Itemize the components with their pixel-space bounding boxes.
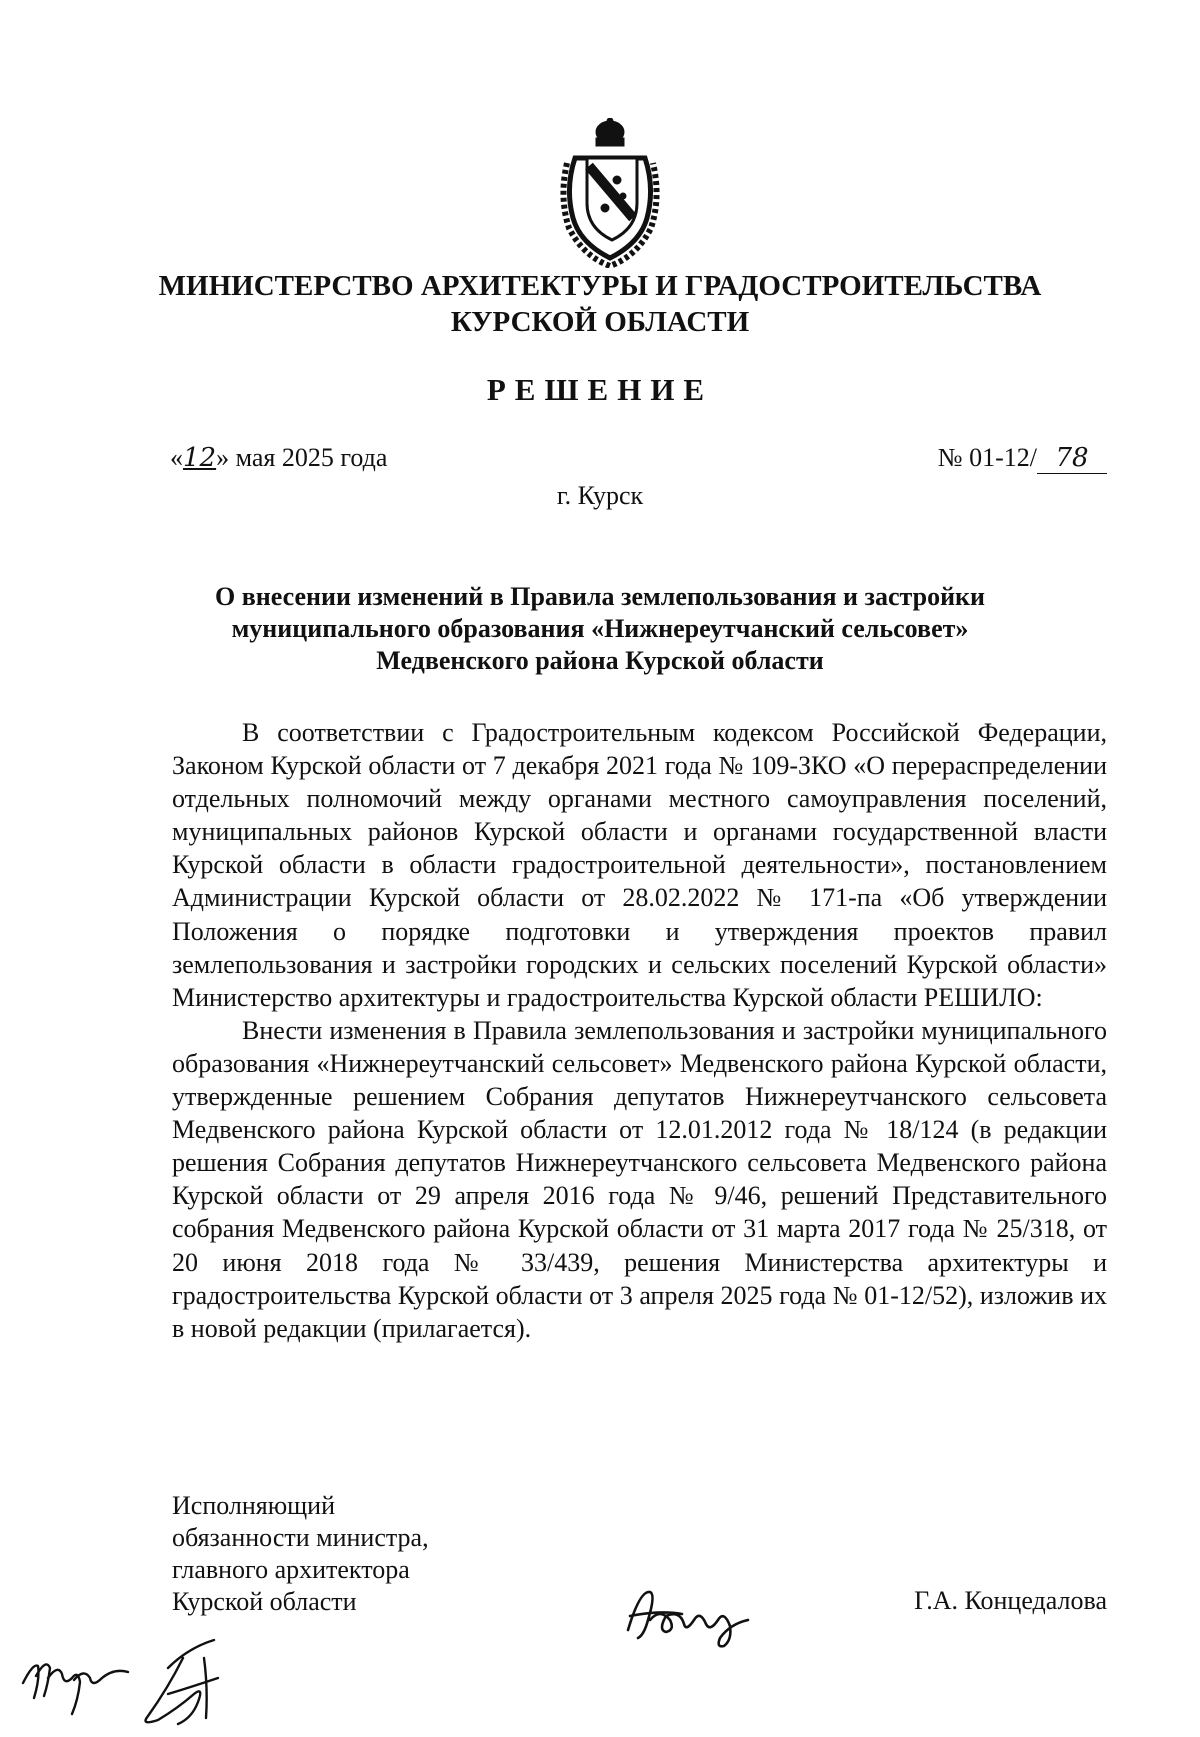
kursk-region-coat-of-arms-icon [555, 118, 665, 268]
body-paragraph-1: В соответствии с Градостроительным кодексом Российской Федерации, Законом Курской области от 7 декабря 2021 года № 109-ЗКО «О перераспределении отдельных полномочий между органами местного самоуправления поселений, муниципальных районов Курской области и органами государственной власти Курской области в области градостроительной деятельности», постановлением Администрации Курской области от 28.02.2022 № 171-па «Об утверждении Положения о порядке подготовки и утверждения проектов правил землепользования и застройки городских и сельских поселений Курской области» Министерство архитектуры и градостроительства Курской области РЕШИЛО: [172, 718, 1107, 1012]
subject-line3: Медвенского района Курской области [376, 646, 824, 675]
ministry-title-line2: КУРСКОЙ ОБЛАСТИ [450, 306, 750, 338]
signatory-title-line1: Исполняющий [172, 1491, 336, 1520]
date-rest: » мая 2025 года [216, 443, 388, 472]
document-subject [0, 581, 1200, 677]
ministry-title [0, 268, 1200, 340]
document-body [172, 716, 1107, 1345]
document-number [938, 443, 1107, 474]
approval-initials [18, 1628, 248, 1733]
body-paragraph-2: Внести изменения в Правила землепользования и застройки муниципального образования «Нижнереутчанский сельсовет» Медвенского района Курской области, утвержденные решением Собрания депутатов Нижнереутчанского сельсовета Медвенского района Курской области от 12.01.2012 года № 18/124 (в редакции решения Собрания депутатов Нижнереутчанского сельсовета Медвенского района Курской области от 29 апреля 2016 года № 9/46, решений Представительного собрания Медвенского района Курской области от 31 марта 2017 года № 25/318, от 20 июня 2018 года № 33/439, решения Министерства архитектуры и градостроительства Курской области от 3 апреля 2025 года № 01-12/52), изложив их в новой редакции (прилагается). [172, 1015, 1107, 1343]
document-city: г. Курск [556, 481, 644, 510]
number-prefix: № 01-12/ [937, 443, 1037, 472]
subject-line1: О внесении изменений в Правила землепользования и застройки [214, 582, 986, 611]
date-open-quote: « [170, 443, 183, 472]
handwritten-signature [620, 1580, 790, 1650]
signatory-title [172, 1490, 429, 1618]
ministry-title-line1: МИНИСТЕРСТВО АРХИТЕКТУРЫ И ГРАДОСТРОИТЕЛЬСТВА [158, 270, 1042, 302]
document-type: РЕШЕНИЕ [486, 372, 714, 407]
signatory-title-line3: главного архитектора [172, 1555, 410, 1584]
signatory-title-line4: Курской области [172, 1587, 357, 1616]
date-day-handwritten: 12 [183, 443, 217, 473]
document-date [170, 443, 387, 473]
signer-name: Г.А. Концедалова [914, 1586, 1107, 1615]
number-handwritten: 78 [1037, 443, 1107, 474]
signatory-title-line2: обязанности министра, [172, 1523, 429, 1552]
subject-line2: муниципального образования «Нижнереутчанский сельсовет» [231, 614, 969, 643]
